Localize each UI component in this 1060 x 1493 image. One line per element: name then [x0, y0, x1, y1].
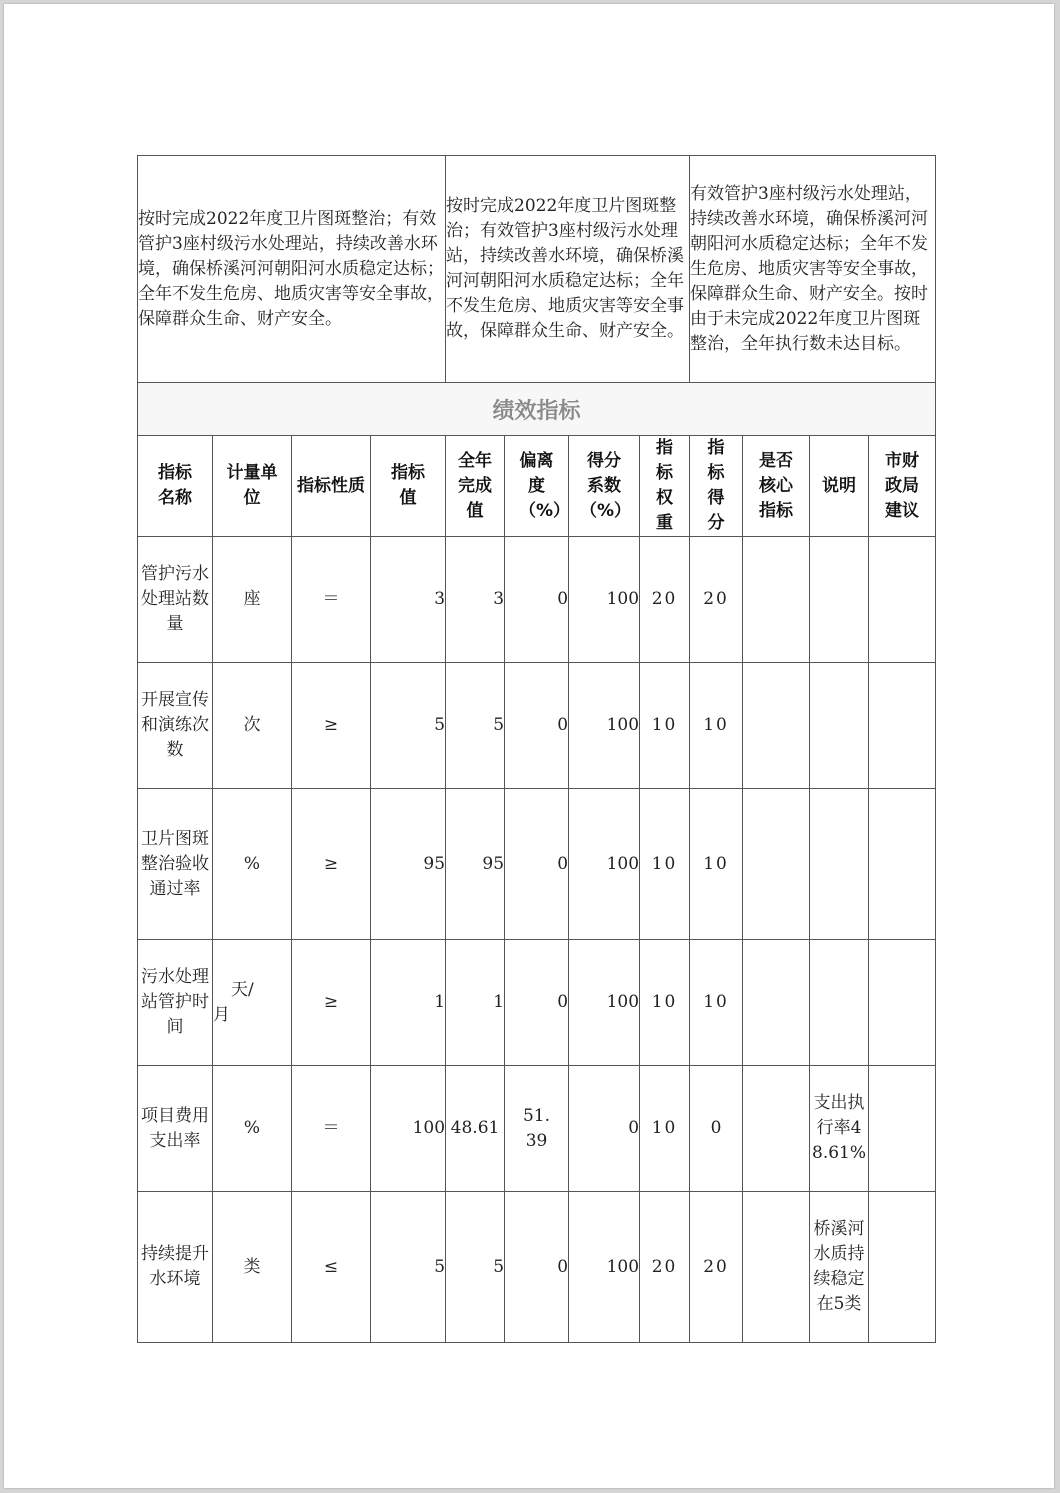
section-title: 绩效指标 — [138, 383, 936, 436]
header-advice: 市财政局建议 — [869, 436, 936, 537]
score-cell: 20 — [690, 1192, 743, 1343]
advice-cell — [869, 940, 936, 1066]
coef-cell: 100 — [569, 1192, 640, 1343]
deviation-cell: 0 — [505, 663, 569, 789]
table-row — [138, 537, 936, 663]
desc-cell: 支出执行率48.61% — [810, 1066, 869, 1192]
deviation-cell: 0 — [505, 789, 569, 940]
header-value: 指标值 — [371, 436, 446, 537]
indicator-name: 持续提升水环境 — [138, 1192, 213, 1343]
actual-completion-cell: 按时完成2022年度卫片图斑整治；有效管护3座村级污水处理站，持续改善水环境，确保桥溪河河朝阳河水质稳定达标；全年不发生危房、地质灾害等安全事故，保障群众生命、财产安全。 — [446, 156, 690, 383]
desc-cell — [810, 663, 869, 789]
weight-cell: 20 — [640, 537, 690, 663]
nature-cell: ≥ — [292, 663, 371, 789]
indicator-name: 管护污水处理站数量 — [138, 537, 213, 663]
completed-cell: 1 — [446, 940, 505, 1066]
desc-cell — [810, 940, 869, 1066]
unit-cell: % — [213, 1066, 292, 1192]
indicator-name: 卫片图斑整治验收通过率 — [138, 789, 213, 940]
header-score: 指标得分 — [690, 436, 743, 537]
unit-cell: 次 — [213, 663, 292, 789]
advice-cell — [869, 1066, 936, 1192]
deviation-cell: 0 — [505, 1192, 569, 1343]
weight-cell: 10 — [640, 940, 690, 1066]
completed-cell: 5 — [446, 1192, 505, 1343]
value-cell: 1 — [371, 940, 446, 1066]
nature-cell: ＝ — [292, 1066, 371, 1192]
header-unit: 计量单位 — [213, 436, 292, 537]
completed-cell: 48.61 — [446, 1066, 505, 1192]
score-cell: 20 — [690, 537, 743, 663]
table-row — [138, 1066, 936, 1192]
desc-cell — [810, 789, 869, 940]
core-cell — [743, 1066, 810, 1192]
value-cell: 100 — [371, 1066, 446, 1192]
performance-table — [137, 155, 936, 1343]
deviation-cell: 51.39 — [505, 1066, 569, 1192]
advice-cell — [869, 1192, 936, 1343]
score-cell: 10 — [690, 789, 743, 940]
nature-cell: ≤ — [292, 1192, 371, 1343]
score-cell: 10 — [690, 663, 743, 789]
coef-cell: 100 — [569, 537, 640, 663]
table-row — [138, 940, 936, 1066]
goal-row — [138, 156, 936, 383]
value-cell: 5 — [371, 663, 446, 789]
core-cell — [743, 1192, 810, 1343]
coef-cell: 100 — [569, 663, 640, 789]
table-row — [138, 789, 936, 940]
indicator-name: 开展宣传和演练次数 — [138, 663, 213, 789]
weight-cell: 20 — [640, 1192, 690, 1343]
completed-cell: 95 — [446, 789, 505, 940]
score-cell: 0 — [690, 1066, 743, 1192]
nature-cell: ≥ — [292, 789, 371, 940]
header-nature: 指标性质 — [292, 436, 371, 537]
table-row — [138, 663, 936, 789]
deviation-cell: 0 — [505, 940, 569, 1066]
weight-cell: 10 — [640, 663, 690, 789]
nature-cell: ≥ — [292, 940, 371, 1066]
indicator-name: 项目费用支出率 — [138, 1066, 213, 1192]
unit-line-1: 天/ — [231, 979, 254, 1000]
unit-line-2: 月 — [213, 1004, 230, 1025]
core-cell — [743, 940, 810, 1066]
desc-cell — [810, 537, 869, 663]
unit-cell: 类 — [213, 1192, 292, 1343]
desc-cell: 桥溪河水质持续稳定在5类 — [810, 1192, 869, 1343]
annual-target-cell: 按时完成2022年度卫片图斑整治；有效管护3座村级污水处理站，持续改善水环境，确保桥溪河河朝阳河水质稳定达标；全年不发生危房、地质灾害等安全事故，保障群众生命、财产安全。 — [138, 156, 446, 383]
header-weight: 指标权重 — [640, 436, 690, 537]
header-core: 是否核心指标 — [743, 436, 810, 537]
document-page — [4, 4, 1054, 1488]
core-cell — [743, 537, 810, 663]
core-cell — [743, 789, 810, 940]
value-cell: 5 — [371, 1192, 446, 1343]
deviation-reason-cell: 有效管护3座村级污水处理站，持续改善水环境，确保桥溪河河朝阳河水质稳定达标；全年不发生危房、地质灾害等安全事故，保障群众生命、财产安全。按时由于未完成2022年度卫片图斑整治，全年执行数未达目标。 — [690, 156, 936, 383]
coef-cell: 100 — [569, 940, 640, 1066]
header-desc: 说明 — [810, 436, 869, 537]
coef-cell: 0 — [569, 1066, 640, 1192]
table-row — [138, 1192, 936, 1343]
header-deviation: 偏离度（%） — [505, 436, 569, 537]
header-row — [138, 436, 936, 537]
value-cell: 3 — [371, 537, 446, 663]
coef-cell: 100 — [569, 789, 640, 940]
core-cell — [743, 663, 810, 789]
score-cell: 10 — [690, 940, 743, 1066]
unit-cell: % — [213, 789, 292, 940]
nature-cell: ＝ — [292, 537, 371, 663]
advice-cell — [869, 537, 936, 663]
value-cell: 95 — [371, 789, 446, 940]
weight-cell: 10 — [640, 1066, 690, 1192]
advice-cell — [869, 789, 936, 940]
header-completed: 全年完成值 — [446, 436, 505, 537]
section-row — [138, 383, 936, 436]
unit-cell: 座 — [213, 537, 292, 663]
completed-cell: 5 — [446, 663, 505, 789]
advice-cell — [869, 663, 936, 789]
weight-cell: 10 — [640, 789, 690, 940]
header-coef: 得分系数（%） — [569, 436, 640, 537]
completed-cell: 3 — [446, 537, 505, 663]
unit-cell — [213, 940, 292, 1066]
deviation-cell: 0 — [505, 537, 569, 663]
header-name: 指标名称 — [138, 436, 213, 537]
indicator-name: 污水处理站管护时间 — [138, 940, 213, 1066]
